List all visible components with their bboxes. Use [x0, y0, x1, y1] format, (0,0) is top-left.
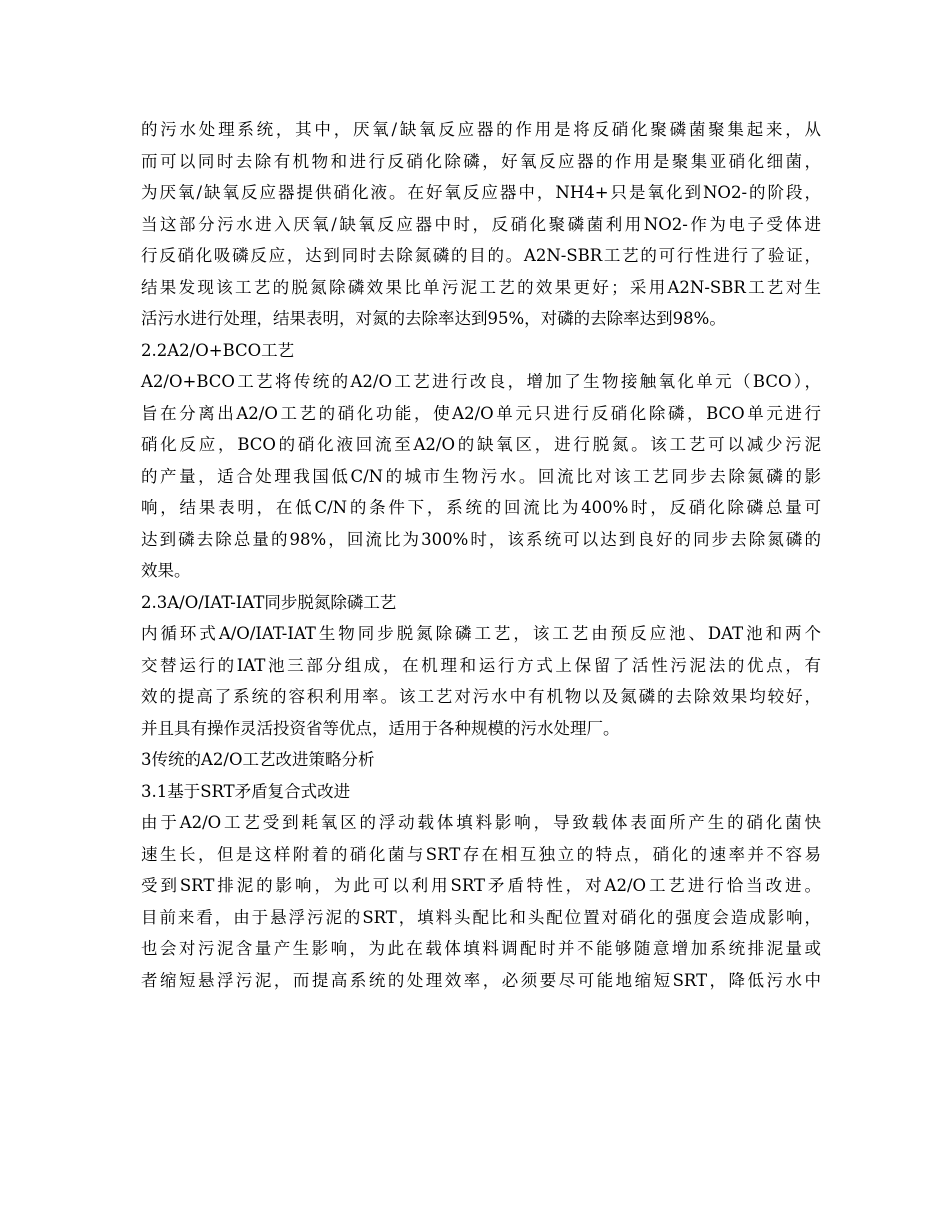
text-line: 效的提高了系统的容积利用率。该工艺对污水中有机物以及氮磷的去除效果均较好， [141, 687, 821, 706]
text-line: 结果发现该工艺的脱氮除磷效果比单污泥工艺的效果更好；采用A2N-SBR工艺对生 [141, 277, 821, 297]
text-line: 也会对污泥含量产生影响，为此在载体填料调配时并不能够随意增加系统排泥量或 [141, 939, 821, 958]
document-page [141, 114, 821, 996]
text-line: 并且具有操作灵活投资省等优点，适用于各种规模的污水处理厂。 [141, 718, 620, 738]
text-line: 目前来看，由于悬浮污泥的SRT，填料头配比和头配位置对硝化的强度会造成影响， [141, 907, 821, 927]
text-line: 硝化反应，BCO的硝化液回流至A2/O的缺氧区，进行脱氮。该工艺可以减少污泥 [141, 435, 821, 454]
text-line: 旨在分离出A2/O工艺的硝化功能，使A2/O单元只进行反硝化除磷，BCO单元进行 [141, 403, 821, 423]
text-line: 的产量，适合处理我国低C/N的城市生物污水。回流比对该工艺同步去除氮磷的影 [141, 466, 821, 486]
text-line: 当这部分污水进入厌氧/缺氧反应器中时，反硝化聚磷菌利用NO2-作为电子受体进 [141, 214, 821, 234]
text-line: 为厌氧/缺氧反应器提供硝化液。在好氧反应器中，NH4+只是氧化到NO2-的阶段， [141, 183, 821, 202]
section-heading: 3传统的A2/O工艺改进策略分析 [141, 750, 375, 769]
text-line: 达到磷去除总量的98%，回流比为300%时，该系统可以达到良好的同步去除氮磷的 [141, 529, 821, 549]
text-line: 活污水进行处理，结果表明，对氮的去除率达到95%，对磷的去除率达到98%。 [141, 309, 726, 328]
text-line: A2/O+BCO工艺将传统的A2/O工艺进行改良，增加了生物接触氧化单元（BCO）， [141, 372, 821, 391]
section-heading: 2.2A2/O+BCO工艺 [141, 340, 295, 360]
text-line: 响，结果表明，在低C/N的条件下，系统的回流比为400%时，反硝化除磷总量可 [141, 498, 821, 517]
text-line: 者缩短悬浮污泥，而提高系统的处理效率，必须要尽可能地缩短SRT，降低污水中 [141, 970, 821, 990]
text-line: 而可以同时去除有机物和进行反硝化除磷，好氧反应器的作用是聚集亚硝化细菌， [141, 151, 821, 171]
text-line: 速生长，但是这样附着的硝化菌与SRT存在相互独立的特点，硝化的速率并不容易 [141, 844, 821, 864]
text-line: 交替运行的IAT池三部分组成，在机理和运行方式上保留了活性污泥法的优点，有 [141, 655, 821, 675]
text-line: 行反硝化吸磷反应，达到同时去除氮磷的目的。A2N-SBR工艺的可行性进行了验证， [141, 246, 821, 265]
text-line: 由于A2/O工艺受到耗氧区的浮动载体填料影响，导致载体表面所产生的硝化菌快 [141, 813, 821, 832]
section-heading: 2.3A/O/IAT-IAT同步脱氮除磷工艺 [141, 592, 397, 612]
section-heading: 3.1基于SRT矛盾复合式改进 [141, 781, 351, 801]
text-line: 受到SRT排泥的影响，为此可以利用SRT矛盾特性，对A2/O工艺进行恰当改进。 [141, 876, 821, 895]
text-line: 效果。 [141, 561, 191, 580]
text-line: 内循环式A/O/IAT-IAT生物同步脱氮除磷工艺，该工艺由预反应池、DAT池和两个 [141, 624, 821, 643]
text-line: 的污水处理系统，其中，厌氧/缺氧反应器的作用是将反硝化聚磷菌聚集起来，从 [141, 120, 821, 139]
